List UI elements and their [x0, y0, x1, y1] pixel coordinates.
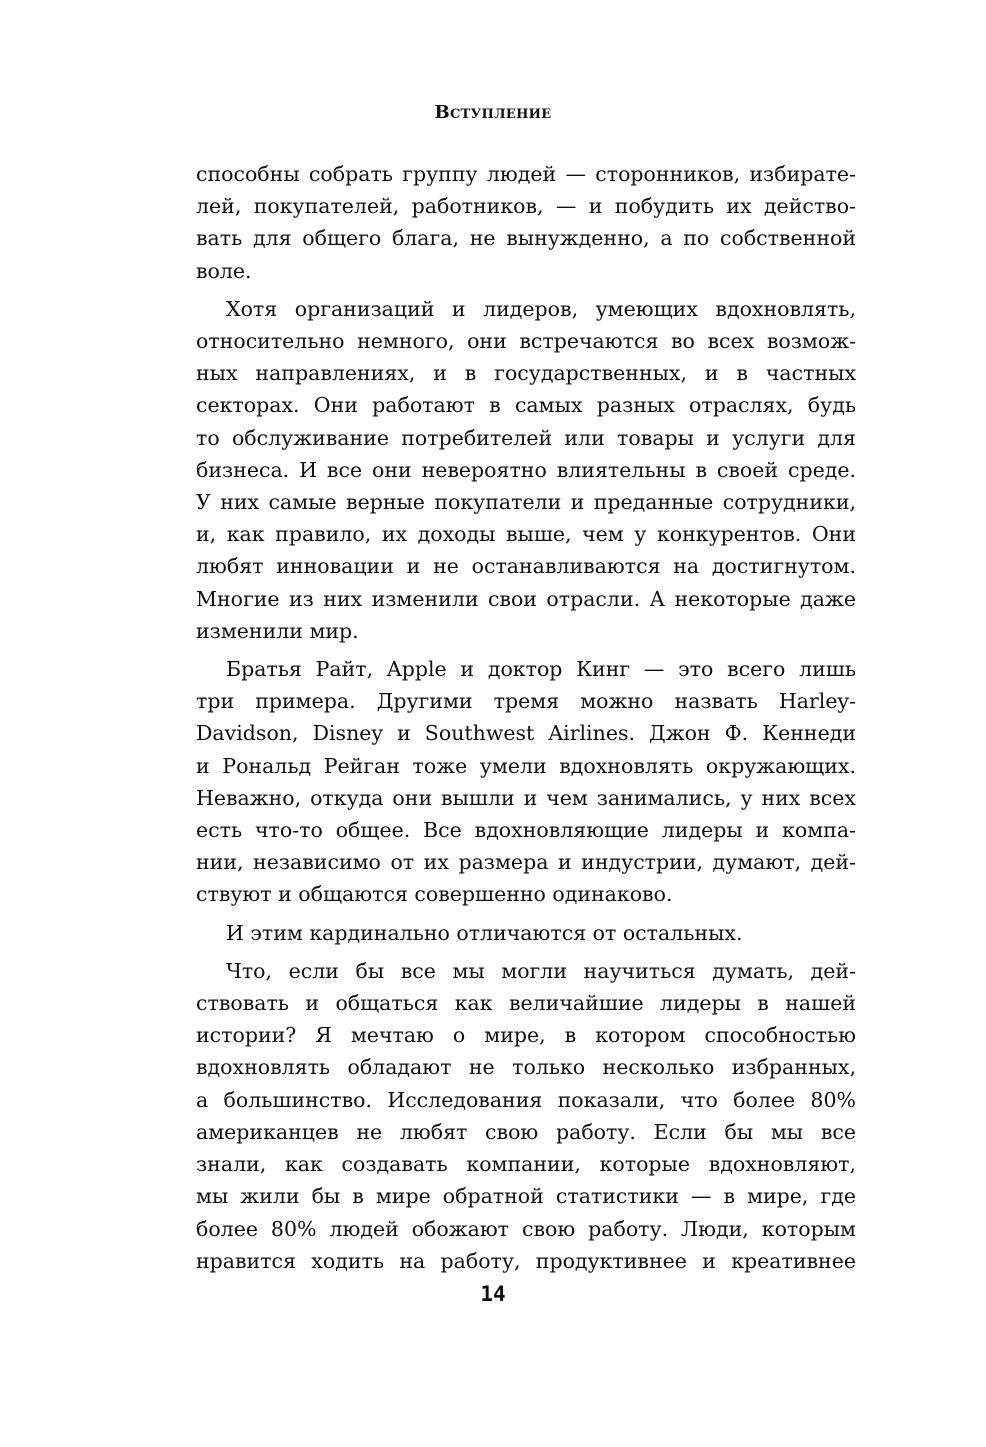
- body-text: [196, 158, 856, 1283]
- text-line: относительно немного, они встречаются во всех возмож-: [196, 329, 856, 354]
- text-line: Davidson, Disney и Southwest Airlines. Джон Ф. Кеннеди: [196, 721, 856, 746]
- text-line: мы жили бы в мире обратной статистики — в мире, где: [196, 1184, 856, 1209]
- paragraph: [196, 293, 856, 647]
- text-line: воле.: [196, 258, 252, 283]
- text-line: секторах. Они работают в самых разных отраслях, будь: [196, 393, 856, 418]
- text-line: вать для общего блага, не вынужденно, а по собственной: [196, 226, 856, 251]
- text-line: знали, как создавать компании, которые вдохновляют,: [196, 1152, 856, 1177]
- text-line: Братья Райт, Apple и доктор Кинг — это всего лишь: [226, 657, 856, 682]
- page-number: 14: [480, 1282, 506, 1306]
- paragraph: [196, 917, 856, 949]
- text-line: Что, если бы все мы могли научиться думать, дей-: [226, 958, 856, 983]
- text-line: то обслуживание потребителей или товары и услуги для: [196, 425, 856, 450]
- text-line: У них самые верные покупатели и преданные сотрудники,: [196, 490, 856, 515]
- paragraph: [196, 158, 856, 287]
- text-line: изменили мир.: [196, 618, 359, 643]
- text-line: Хотя организаций и лидеров, умеющих вдохновлять,: [226, 296, 856, 321]
- text-line: вдохновлять обладают не только несколько избранных,: [196, 1055, 856, 1080]
- running-head: Вступление: [434, 102, 552, 123]
- text-line: Неважно, откуда они вышли и чем занимались, у них всех: [196, 785, 856, 810]
- text-line: и, как правило, их доходы выше, чем у конкурентов. Они: [196, 522, 856, 547]
- paragraph: [196, 653, 856, 911]
- text-line: нравится ходить на работу, продуктивнее и креативнее: [196, 1248, 856, 1273]
- text-line: И этим кардинально отличаются от остальных.: [226, 920, 743, 945]
- text-line: истории? Я мечтаю о мире, в котором способностью: [196, 1023, 856, 1048]
- text-line: бизнеса. И все они невероятно влиятельны в своей среде.: [196, 457, 856, 482]
- text-line: а большинство. Исследования показали, что более 80%: [196, 1087, 856, 1112]
- text-line: нии, независимо от их размера и индустрии, думают, дей-: [196, 850, 856, 875]
- text-line: ных направлениях, и в государственных, и в частных: [196, 361, 856, 386]
- text-line: более 80% людей обожают свою работу. Люди, которым: [196, 1216, 856, 1241]
- text-line: есть что-то общее. Все вдохновляющие лидеры и компа-: [196, 818, 856, 843]
- text-line: ствуют и общаются совершенно одинаково.: [196, 882, 673, 907]
- text-line: три примера. Другими тремя можно назвать Harley-: [196, 689, 856, 714]
- paragraph: [196, 955, 856, 1277]
- text-line: Многие из них изменили свои отрасли. А некоторые даже: [196, 586, 856, 611]
- text-line: лей, покупателей, работников, — и побудить их действо-: [196, 194, 856, 219]
- text-line: и Рональд Рейган тоже умели вдохновлять окружающих.: [196, 753, 856, 778]
- text-line: ствовать и общаться как величайшие лидеры в нашей: [196, 991, 856, 1016]
- text-line: американцев не любят свою работу. Если бы мы все: [196, 1119, 856, 1144]
- text-line: любят инновации и не останавливаются на достигнутом.: [196, 554, 856, 579]
- text-line: способны собрать группу людей — сторонников, избирате-: [196, 162, 856, 186]
